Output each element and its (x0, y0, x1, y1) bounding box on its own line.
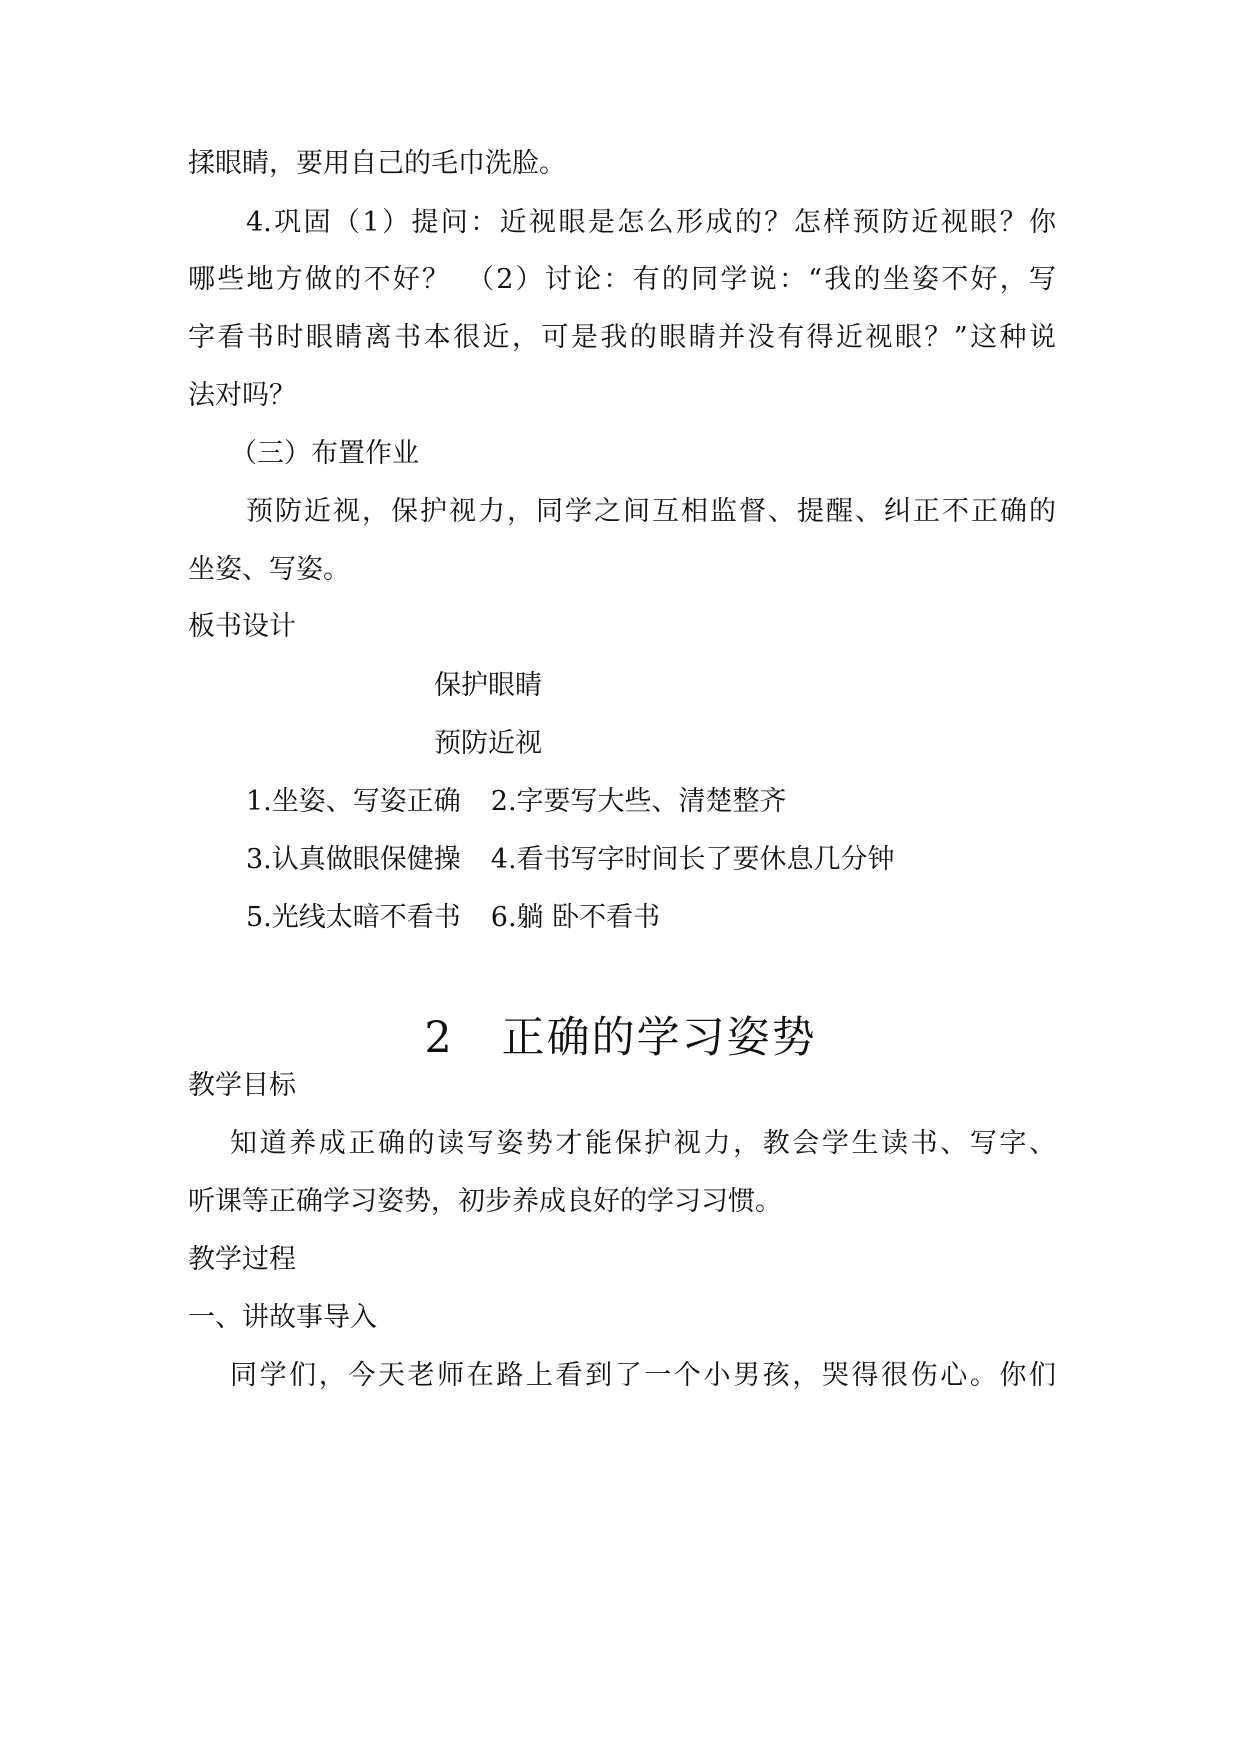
board-item: 3.认真做眼保健操 (246, 844, 461, 875)
paragraph-line: 揉眼睛，要用自己的毛巾洗脸。 (188, 148, 566, 179)
board-row (246, 842, 895, 878)
consolidate-line: 4.巩固（1）提问：近视眼是怎么形成的？怎样预防近视眼？你 (246, 207, 1056, 238)
consolidate-line: 哪些地方做的不好？ （2）讨论：有的同学说：“我的坐姿不好，写 (188, 264, 1056, 295)
lesson-number: 2 (424, 1013, 454, 1063)
process-heading: 教学过程 (188, 1244, 296, 1275)
board-title: 保护眼睛 (434, 670, 542, 701)
board-design-heading: 板书设计 (188, 611, 296, 642)
board-item: 5.光线太暗不看书 (246, 902, 461, 933)
homework-line: 坐姿、写姿。 (188, 554, 350, 585)
board-item: 6.躺 卧不看书 (490, 902, 661, 933)
goals-line: 知道养成正确的读写姿势才能保护视力，教会学生读书、写字、 (230, 1128, 1056, 1159)
goals-line: 听课等正确学习姿势，初步养成良好的学习习惯。 (188, 1186, 782, 1217)
board-row (246, 784, 787, 820)
board-item: 2.字要写大些、清楚整齐 (490, 786, 787, 817)
goals-heading: 教学目标 (188, 1070, 296, 1101)
consolidate-line: 字看书时眼睛离书本很近，可是我的眼睛并没有得近视眼？”这种说 (188, 322, 1056, 353)
part-heading: 一、讲故事导入 (188, 1302, 377, 1333)
board-item: 4.看书写字时间长了要休息几分钟 (490, 844, 895, 875)
homework-heading: （三）布置作业 (230, 438, 419, 469)
story-line: 同学们，今天老师在路上看到了一个小男孩，哭得很伤心。你们 (230, 1360, 1056, 1391)
board-subtitle: 预防近视 (434, 728, 542, 759)
board-row (246, 900, 660, 936)
board-item: 1.坐姿、写姿正确 (246, 786, 461, 817)
lesson-title (0, 1010, 1241, 1066)
consolidate-line: 法对吗？ (188, 380, 296, 411)
lesson-title-text: 正确的学习姿势 (501, 1013, 817, 1063)
homework-line: 预防近视，保护视力，同学之间互相监督、提醒、纠正不正确的 (246, 496, 1056, 527)
